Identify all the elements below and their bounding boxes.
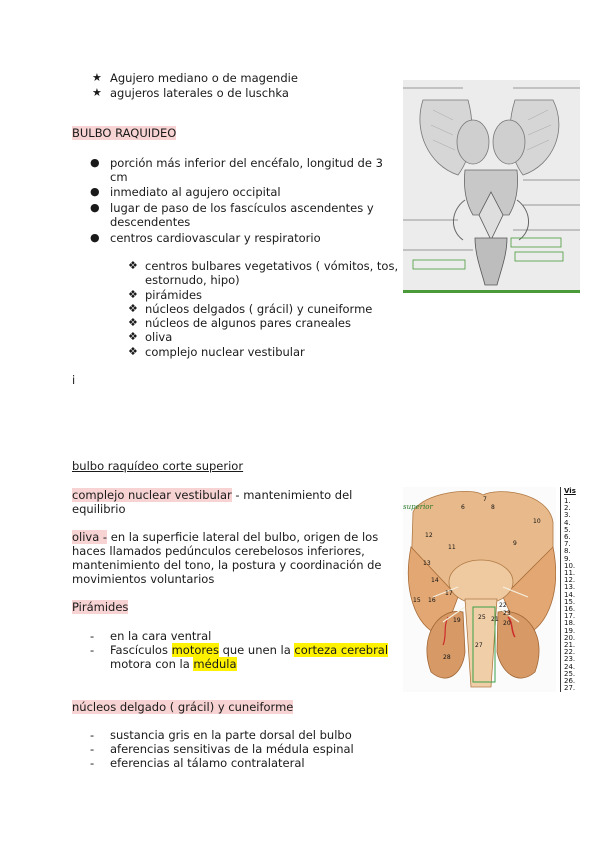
bullet-item: centros cardiovascular y respiratorio [110,231,321,245]
number-list-item: 25. [564,669,576,678]
dash-text: que unen la [218,643,295,657]
number-list-item: 27. [564,684,576,693]
number-list-item: 12. [564,576,576,585]
number-list-title: Vis [564,487,576,495]
svg-text:27: 27 [475,642,483,649]
number-list-item: 7. [564,540,571,549]
bullet-dot: ● [90,156,100,169]
brainstem-illustration [403,80,580,293]
number-list-item: 20. [564,633,576,642]
number-list-item: 19. [564,626,576,635]
sub-bullet-item: oliva [145,330,173,344]
dash-bullet: - [90,643,95,657]
paragraph-text: - mantenimiento del [231,488,353,502]
diamond-bullet: ❖ [128,330,138,343]
bullet-item: inmediato al agujero occipital [110,185,281,199]
number-list-item: 3. [564,511,571,520]
bullet-item: lugar de paso de los fascículos ascendentes y descendentes [110,201,374,229]
svg-text:11: 11 [448,544,456,551]
brainstem-photo [403,487,556,692]
paragraph-text: en la superficie lateral del bulbo, origen de los [107,530,379,544]
sub-bullet-item: pirámides [145,288,203,302]
svg-text:20: 20 [503,620,511,627]
number-list-item: 18. [564,619,576,628]
paragraph-line: mantenimiento del tono, la postura y coordinación de [72,558,382,572]
dash-bullet: - [90,728,95,742]
svg-text:8: 8 [491,504,495,511]
highlighted-word: motores [171,643,219,657]
dash-bullet: - [90,629,95,643]
section-heading: BULBO RAQUIDEO [72,126,177,140]
brainstem-color-drawing [403,487,556,692]
number-list-item: 1. [564,497,571,505]
highlighted-word: corteza cerebral [294,643,389,657]
highlighted-term: oliva - [72,530,108,544]
dash-item [110,643,388,657]
bullet-dot: ● [90,231,100,244]
number-list-item: 6. [564,533,571,541]
highlighted-term: complejo nuclear vestibular [72,488,232,502]
dash-bullet: - [90,756,95,770]
svg-text:23: 23 [503,610,511,617]
number-list-item: 13. [564,583,576,592]
subsection-heading: núcleos delgado ( grácil) y cuneiforme [72,700,294,714]
paragraph-line: haces llamados pedúnculos cerebelosos inferiores, [72,544,365,558]
number-list-item: 26. [564,677,576,685]
section-heading: bulbo raquídeo corte superior [72,459,244,473]
star-bullet: ★ [92,86,102,99]
svg-text:9: 9 [513,540,517,547]
number-list-item: 24. [564,662,576,671]
number-list-item: 21. [564,641,576,649]
svg-text:16: 16 [428,597,436,604]
diamond-bullet: ❖ [128,259,138,272]
svg-text:17: 17 [445,590,453,597]
brainstem-drawing [403,80,580,290]
diamond-bullet: ❖ [128,345,138,358]
svg-text:13: 13 [423,560,431,567]
number-list-item: 16. [564,605,576,613]
paragraph-line: movimientos voluntarios [72,572,215,586]
dash-item: sustancia gris en la parte dorsal del bulbo [110,728,352,742]
bullet-item: porción más inferior del encéfalo, longitud de 3 cm [110,156,383,184]
number-list-item: 8. [564,547,571,556]
sub-bullet-item: núcleos delgados ( grácil) y cuneiforme [145,302,373,316]
number-list-item: 14. [564,590,576,599]
paragraph-line: equilibrio [72,502,126,516]
star-bullet: ★ [92,71,102,84]
bullet-dot: ● [90,185,100,198]
dash-item: en la cara ventral [110,629,212,643]
figure-corner-label: superior [403,503,433,511]
sub-bullet-item: núcleos de algunos pares craneales [145,316,352,330]
svg-text:14: 14 [431,577,439,584]
svg-text:15: 15 [413,597,421,604]
svg-text:21: 21 [491,616,499,623]
number-list-item: 17. [564,612,576,621]
bullet-dot: ● [90,201,100,214]
number-list-item: 5. [564,525,571,534]
diamond-bullet: ❖ [128,302,138,315]
svg-text:19: 19 [453,617,461,624]
dash-bullet: - [90,742,95,756]
svg-text:25: 25 [478,614,486,621]
stray-text: i [72,373,76,387]
number-list-item: 11. [564,569,576,577]
paragraph-line [72,530,378,544]
dash-item-continued [110,657,237,671]
number-list-item: 23. [564,655,576,664]
number-list-item: 4. [564,518,571,527]
svg-text:6: 6 [461,504,465,511]
dash-text: motora con la [110,657,194,671]
highlighted-word: médula [193,657,237,671]
top-list-item: agujeros laterales o de luschka [110,86,289,100]
number-list-item: 2. [564,504,571,513]
dash-text: Fascículos [110,643,172,657]
number-list-item: 22. [564,648,576,657]
dash-item: eferencias al tálamo contralateral [110,756,305,770]
diamond-bullet: ❖ [128,288,138,301]
number-list-item: 15. [564,597,576,606]
top-list-item: Agujero mediano o de magendie [110,71,298,85]
number-list-item: 9. [564,554,571,563]
dash-item: aferencias sensitivas de la médula espinal [110,742,354,756]
diamond-bullet: ❖ [128,316,138,329]
number-list-item: 10. [564,561,576,570]
svg-text:10: 10 [533,518,541,525]
sub-bullet-item: centros bulbares vegetativos ( vómitos, tos, estornudo, hipo) [145,259,399,287]
svg-text:28: 28 [443,654,451,661]
paragraph-line [72,488,352,502]
sub-bullet-item: complejo nuclear vestibular [145,345,305,359]
figure-number-list [560,487,581,692]
subsection-heading: Pirámides [72,600,129,614]
svg-text:22: 22 [499,602,507,609]
svg-text:7: 7 [483,496,487,503]
svg-text:12: 12 [425,532,433,539]
